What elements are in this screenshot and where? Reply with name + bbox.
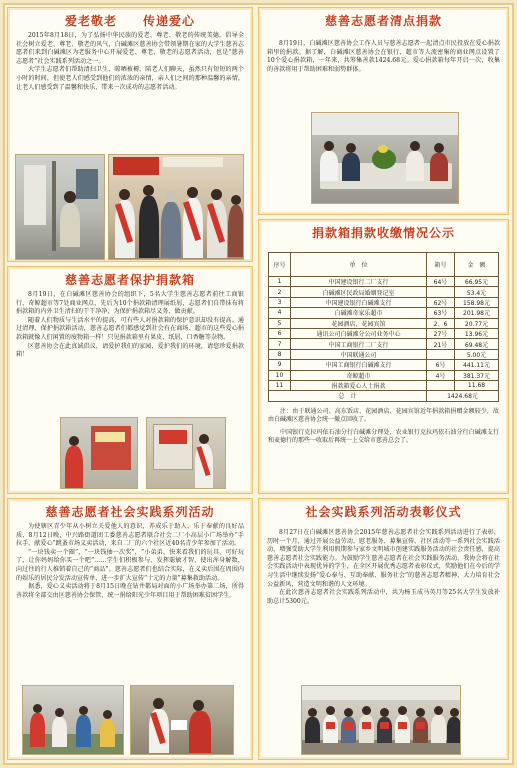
table-row (269, 328, 499, 338)
cell-index: 4 (269, 308, 291, 318)
article-title: 爱老敬老 传递爱心 (64, 14, 195, 28)
article-title: 慈善志愿者保护捐款箱 (64, 273, 195, 287)
cell-index: 7 (269, 339, 291, 349)
donation-disclosure (258, 219, 509, 494)
photo-volunteers-cleaning (15, 154, 105, 260)
cell-unit: 中国联通公司 (291, 349, 427, 359)
cell-box-no: 62号 (427, 297, 455, 307)
cell-index: 3 (269, 297, 291, 307)
cell-amount: 201.98元 (455, 308, 499, 318)
table-note: 中国银行克拉玛依石油分行白碱滩分理处、农业银行克拉玛依石油分行白碱滩支行和麦德行的那些一收取后再统一上交给市慈善总会了。 (268, 428, 499, 444)
cell-amount: 381.37元 (455, 370, 499, 380)
table-header-row (269, 253, 499, 277)
col-header-box-no: 箱号 (427, 253, 455, 277)
article-award-ceremony (258, 498, 509, 760)
cell-index: 2 (269, 287, 291, 297)
cell-amount: 11.68 (455, 380, 499, 390)
table-row (269, 308, 499, 318)
article-paragraph: 大学生志愿者们帮助清扫卫生、晾晒被褥，陪老人们聊天，虽然只有短短的两个小时的时间，但使老人们感受到他们的浓浓的亲情，亲人们之间的那种温馨的亲情，让老人们感受到了温馨和快乐，带来一次成功的志愿者活动。 (16, 66, 244, 91)
table-row (269, 318, 499, 328)
article-title: 慈善志愿者社会实践系列活动 (45, 505, 215, 519)
cell-index: 10 (269, 370, 291, 380)
article-paragraph: 在此次慈善志愿者社会实践系列活动中，共为杨玉成马英月等25名大学生发放补助总计5300元。 (267, 589, 500, 605)
cell-index: 1 (269, 277, 291, 287)
table-row (269, 277, 499, 287)
cell-amount: 53.4元 (455, 287, 499, 297)
article-paragraph: 据悉，爱心义卖活动将于8月15日晚在钻井都局对面的小广场举办第二场，所得善款将全部交由区慈善协会保管，统一捐给阳光少年项目用于帮助困难贫困学生。 (16, 583, 244, 599)
article-paragraph: 8月19日，白碱滩区慈善协会工作人员与慈善志愿者一起清点市民投放在爱心捐款箱里的捐款。据了解，白碱滩区慈善协会在银行、超市等人流密集的商业网点设置了10个爱心捐款箱，一年来，共筹集善款1424.68元。爱心捐款箱每年开启一次，收集的善款将用于帮助困难和弱势群体。 (267, 40, 500, 73)
cell-box-no (427, 380, 455, 390)
donation-table (268, 252, 499, 402)
cell-amount: 5.00元 (455, 349, 499, 359)
cell-box-no: 4号 (427, 370, 455, 380)
article-paragraph: 8月19日，在白碱滩区慈善协会的组织下，5名大学生慈善志愿者前往工商银行、奇鲸超市等7处商业网点，先后为10个捐款箱清理展纸屑，志愿者们自带抹布将捐款箱的内外卫生清扫的干干净净，为保护捐款箱尽义务、做贡献。 (16, 291, 244, 316)
cell-amount: 20.77元 (455, 318, 499, 328)
col-header-unit: 单 位 (291, 253, 427, 277)
article-protecting-donation-boxes (7, 266, 253, 494)
cell-unit: 中国工商银行二厂支行 (291, 339, 427, 349)
cell-index: 5 (269, 318, 291, 328)
cell-box-no: 2、6 (427, 318, 455, 328)
cell-amount: 13.96元 (455, 328, 499, 338)
article-paragraph: 2015年8月18日，为了弘扬中华民族的爱老、尊老、敬老的传统美德，倡导全社会树立爱老、尊老、敬老的风气，白碱滩区慈善协会带领暑期在家的大学生慈善志愿者们来到白碱滩区为老服务中心开展爱老、尊老、敬老的志愿者活动，也是“慈善志愿者”社会实践系列活动之一。 (16, 32, 244, 65)
photo-cleaning-box-supermarket (146, 417, 226, 489)
article-paragraph: 为使辖区青少年从小树立关爱他人的意识，养成乐于助人、乐于奉献的良好品质，8月12日晚，中兴路街道团工委慈善志愿者联合社会二厂小高层小广场举办“手拉手，献爱心”跳蚤市场义卖活动，来自二厂的六个社区近40名青少年参加了活动。 (16, 523, 244, 548)
cell-amount: 158.98元 (455, 297, 499, 307)
photo-volunteer-handing-flyer (130, 685, 234, 755)
cell-unit: 中国工商银行白碱滩支行 (291, 360, 427, 370)
cell-amount: 66.95元 (455, 277, 499, 287)
article-title: 慈善志愿者清点捐款 (324, 14, 442, 28)
cell-box-no (427, 287, 455, 297)
cell-box-no: 6号 (427, 360, 455, 370)
cell-index: 8 (269, 349, 291, 359)
photo-charity-sale (22, 685, 124, 755)
cell-index: 11 (269, 380, 291, 390)
cell-unit: 捐款箱爱心人士捐款 (291, 380, 427, 390)
cell-box-no: 21号 (427, 339, 455, 349)
cell-box-no: 63号 (427, 308, 455, 318)
cell-index: 9 (269, 360, 291, 370)
total-label: 总 计 (269, 391, 427, 401)
table-row (269, 360, 499, 370)
col-header-index: 序号 (269, 253, 291, 277)
cell-box-no: 64号 (427, 277, 455, 287)
table-row (269, 349, 499, 359)
photo-award-group (301, 685, 461, 755)
cell-amount: 69.48元 (455, 339, 499, 349)
article-paragraph: “一块钱卖一个圈”，“一块钱抽一次奖”，“小弟弟，快来看我们的玩具，可好玩了，让你妈妈给你买一个吧”……学生们积极参与、发挥聪敏才智，使出浑身解数，向过往的行人推销着自己的“商品”。慈善志愿者们也结合实际，在义卖后围在周围内的娱乐的居民分发活动宣传单，进一步扩大宣传“十元的力量”募集救助活动。 (16, 548, 244, 582)
cell-index: 6 (269, 328, 291, 338)
cell-box-no (427, 349, 455, 359)
cell-unit: 白碱滩奇家乐超市 (291, 308, 427, 318)
cell-unit: 通讯公司白碱滩分公司业务中心 (291, 328, 427, 338)
cell-amount: 441.11元 (455, 360, 499, 370)
cell-unit: 奇鲸超市 (291, 370, 427, 380)
article-elderly-care (7, 7, 253, 262)
table-total-row (269, 391, 499, 401)
total-value: 1424.68元 (427, 391, 499, 401)
article-title: 社会实践系列活动表彰仪式 (305, 505, 462, 519)
col-header-amount: 金 额 (455, 253, 499, 277)
table-row (269, 370, 499, 380)
cell-unit: 中国建设银行白碱滩支行 (291, 297, 427, 307)
table-row (269, 287, 499, 297)
donation-disclosure-title: 捐款箱捐款收缴情况公示 (311, 226, 455, 240)
photo-group-elderly (108, 154, 244, 260)
article-paragraph: 随着人们物质与生活水平的提高，可有些人对捐款箱的保护意识却没有提高。通过清理、保护捐款箱活动，慈善志愿者们都感觉到社会有在商场、超市的这些爱心捐款箱就像人们闲置的废物箱一样！只见捐款箱里有果皮、纸屑、口香糖等杂物。 (16, 316, 244, 341)
cell-unit: 中国建设银行二厂支行 (291, 277, 427, 287)
cell-unit: 白碱滩区民政局婚姻登记室 (291, 287, 427, 297)
photo-cleaning-box-bank (60, 417, 138, 489)
article-counting-donations (258, 7, 509, 215)
table-row (269, 339, 499, 349)
photo-counting-table (311, 112, 459, 204)
article-paragraph: 8月27日在白碱滩区慈善协会2015年慈善志愿者社会实践系列活动进行了表彰，历时一个月，通过开展公益劳动、慰老服务、募集宣传、社区活动等一系列社会实践活动，增强受助大学生利用假期参与家乡文明城市创建实践服务活动的社会责任感，提高慈善志愿者社会实践能力。为鼓励学生慈善志愿者在社会实践服务活动，我协会将在社会实践活动中表现优异的学生，在全区开展优秀志愿者表彰仪式，奖励他们在今后的学习生活中继续发扬“爱心奉与、互助奉献、服务社会”的慈善志愿者精神，大力培育社会公益新风，营造文明和谐的人文环境。 (267, 529, 500, 588)
table-row (269, 380, 499, 390)
donation-table-body (269, 277, 499, 391)
table-note: 注：由于联通公司、高东饭店、花园酒店、花园宾馆近年捐款箱捐赠金额较少，故由白碱滩区慈善协会统一撤点回收了。 (268, 407, 499, 424)
cell-unit: 花园酒店、花园宾馆 (291, 318, 427, 328)
table-row (269, 297, 499, 307)
article-social-practice (7, 498, 253, 760)
article-paragraph: 区慈善协会在此真诚倡议，请爱护我们的家园，爱护我们的环境，请您珍爱捐款箱！ (16, 342, 244, 359)
cell-box-no: 27号 (427, 328, 455, 338)
